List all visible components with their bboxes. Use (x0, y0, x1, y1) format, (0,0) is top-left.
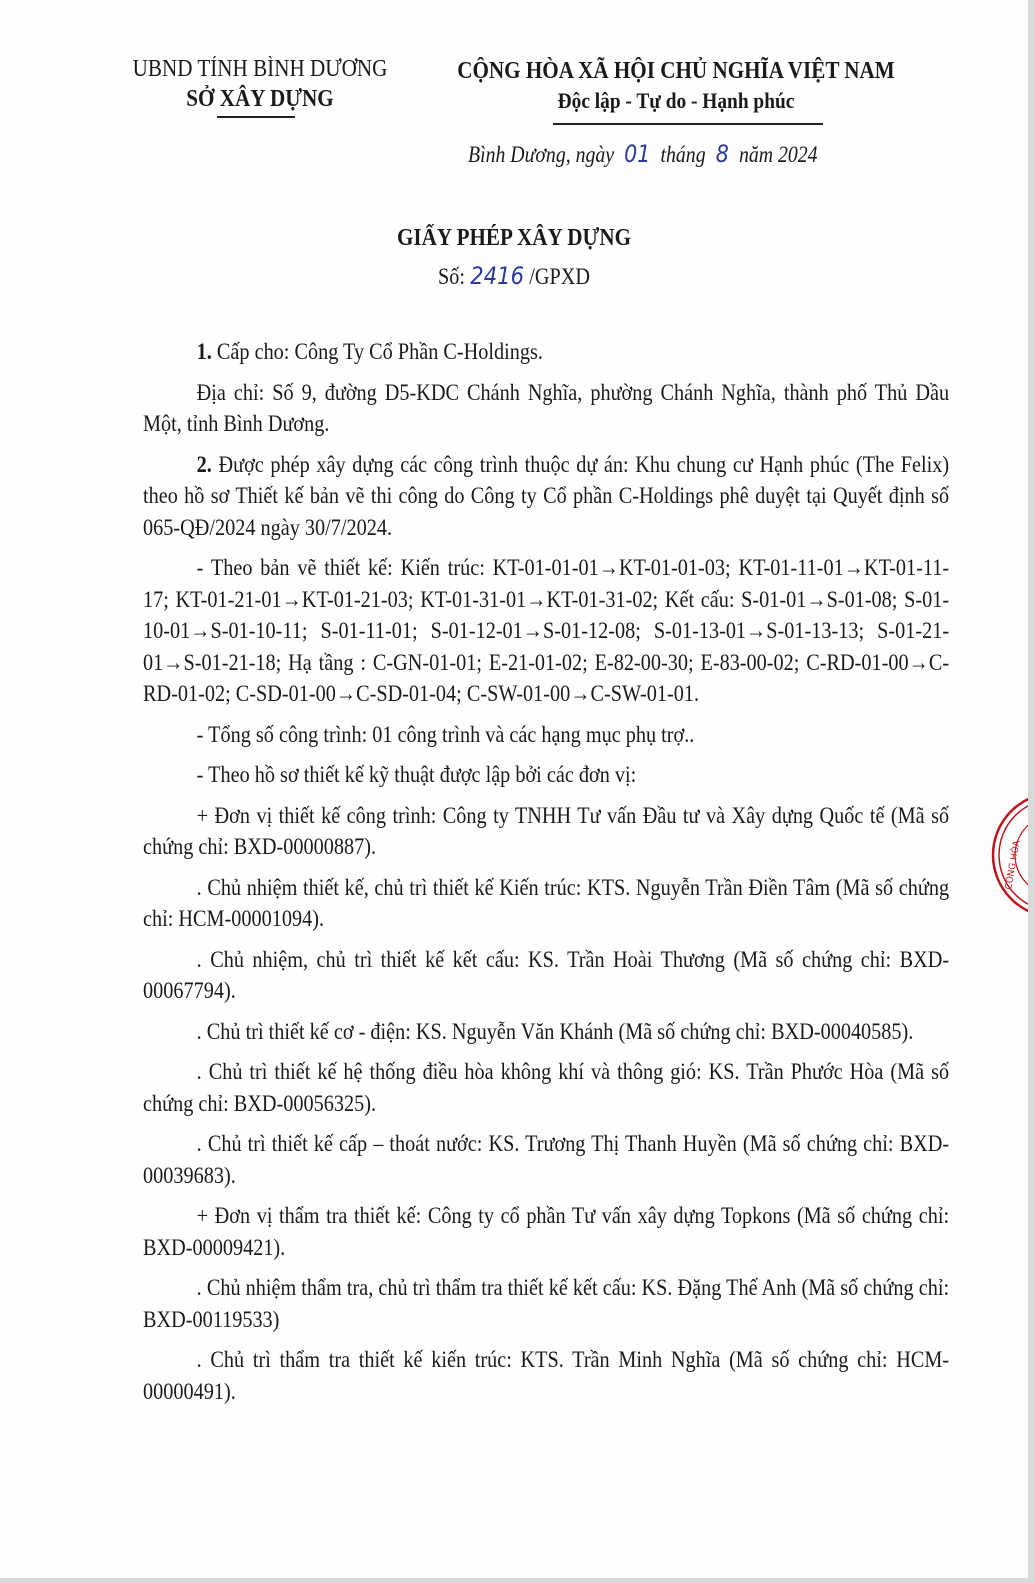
paragraph-review-company (143, 1200, 949, 1263)
paragraph-text: - Theo bản vẽ thiết kế: Kiến trúc: KT-01-01-01→KT-01-01-03; KT-01-11-01→KT-01-11-17; KT-01-21-01→KT-01-21-03; KT-01-31-01→KT-01-31-02; Kết cấu: S-01-01→S-01-08; S-01-10-01→S-01-10-11; S-01-11-01; S-01-12-01→S-01-12-08; S-01-13-01→S-01-13-13; S-01-21-01→S-01-21-18; Hạ tầng : C-GN-01-01; E-21-01-02; E-82-00-30; E-83-00-02; C-RD-01-00→C-RD-01-02; C-SD-01-00→C-SD-01-04; C-SW-01-00→C-SW-01-01. (143, 555, 950, 706)
paragraph-text: . Chủ trì thiết kế cơ - điện: KS. Nguyễn Văn Khánh (Mã số chứng chỉ: BXD-00040585). (196, 1018, 914, 1044)
paragraph-hvac-lead (143, 1056, 949, 1119)
motto-underline (553, 123, 823, 125)
paragraph-text: + Đơn vị thẩm tra thiết kế: Công ty cổ phần Tư vấn xây dựng Topkons (Mã số chứng chỉ: BXD-00009421). (143, 1203, 950, 1260)
paragraph-issued-to (143, 336, 949, 368)
agency-province: UBND TỈNH BÌNH DƯƠNG (132, 56, 388, 82)
section-number: 2. (196, 451, 212, 477)
date-month-handwritten: 8 (715, 140, 729, 168)
paragraph-address (143, 377, 949, 440)
paragraph-text: - Theo hồ sơ thiết kế kỹ thuật được lập bởi các đơn vị: (196, 762, 637, 787)
date-prefix: Bình Dương, ngày (468, 142, 615, 167)
document-number (62, 262, 967, 290)
paragraph-text: Được phép xây dựng các công trình thuộc dự án: Khu chung cư Hạnh phúc (The Felix) theo hồ sơ Thiết kế bản vẽ thi công do Công ty Cổ phần C-Holdings phê duyệt tại Quyết định số 065-QĐ/2024 ngày 30/7/2024. (143, 451, 950, 540)
date-line (468, 140, 818, 168)
paragraph-architect-lead (143, 872, 949, 935)
agency-underline (217, 116, 295, 118)
paragraph-review-structure (143, 1272, 949, 1335)
paragraph-text: Cấp cho: Công Ty Cổ Phần C-Holdings. (216, 339, 543, 364)
nation-name: CỘNG HÒA XÃ HỘI CHỦ NGHĨA VIỆT NAM (457, 58, 895, 84)
paragraph-review-architecture (143, 1344, 949, 1407)
agency-department: SỞ XÂY DỰNG (186, 86, 334, 112)
paragraph-plumbing-lead (143, 1128, 949, 1191)
body-text-block (143, 336, 949, 1407)
number-handwritten: 2416 (470, 262, 525, 290)
date-month-label: tháng (660, 142, 706, 167)
paragraph-text: . Chủ trì thẩm tra thiết kế kiến trúc: KTS. Trần Minh Nghĩa (Mã số chứng chỉ: HCM-00000491). (143, 1347, 950, 1404)
paragraph-mep-lead (143, 1016, 949, 1048)
paragraph-permission (143, 449, 949, 544)
paragraph-drawings (143, 552, 949, 710)
svg-text:CÔNG HÒA: CÔNG HÒA (1004, 839, 1023, 891)
issuing-agency (130, 54, 390, 114)
paragraph-design-units (143, 759, 949, 791)
paragraph-text: . Chủ nhiệm, chủ trì thiết kế kết cấu: KS. Trần Hoài Thương (Mã số chứng chỉ: BXD-00067794). (143, 946, 950, 1003)
paragraph-text: Địa chỉ: Số 9, đường D5-KDC Chánh Nghĩa, phường Chánh Nghĩa, thành phố Thủ Dầu Một, tỉnh Bình Dương. (143, 379, 950, 436)
paragraph-text: . Chủ trì thiết kế hệ thống điều hòa không khí và thông gió: KS. Trần Phước Hòa (Mã số chứng chỉ: BXD-00056325). (143, 1059, 950, 1116)
paragraph-text: + Đơn vị thiết kế công trình: Công ty TNHH Tư vấn Đầu tư và Xây dựng Quốc tế (Mã số chứng chỉ: BXD-00000887). (143, 802, 950, 859)
paragraph-text: - Tổng số công trình: 01 công trình và các hạng mục phụ trợ.. (196, 721, 695, 747)
paragraph-design-company (143, 800, 949, 863)
paragraph-text: . Chủ nhiệm thẩm tra, chủ trì thẩm tra thiết kế kết cấu: KS. Đặng Thế Anh (Mã số chứng chỉ: BXD-00119533) (143, 1275, 950, 1332)
paragraph-structure-lead (143, 944, 949, 1007)
date-day-handwritten: 01 (624, 140, 651, 168)
document-title: GIẤY PHÉP XÂY DỰNG (396, 225, 632, 251)
section-number: 1. (196, 339, 212, 364)
paragraph-total-works (143, 719, 949, 751)
number-suffix: /GPXD (529, 264, 591, 289)
red-seal-stamp-icon (985, 790, 1028, 920)
number-prefix: Số: (437, 264, 465, 289)
document-body (143, 336, 949, 1416)
paragraph-text: . Chủ nhiệm thiết kế, chủ trì thiết kế Kiến trúc: KTS. Nguyễn Trần Điền Tâm (Mã số chứng chỉ: HCM-00001094). (143, 874, 950, 931)
paragraph-text: . Chủ trì thiết kế cấp – thoát nước: KS. Trương Thị Thanh Huyền (Mã số chứng chỉ: BXD-00039683). (143, 1131, 950, 1188)
national-header (451, 56, 902, 116)
nation-motto: Độc lập - Tự do - Hạnh phúc (557, 88, 795, 113)
date-year: năm 2024 (738, 142, 818, 167)
